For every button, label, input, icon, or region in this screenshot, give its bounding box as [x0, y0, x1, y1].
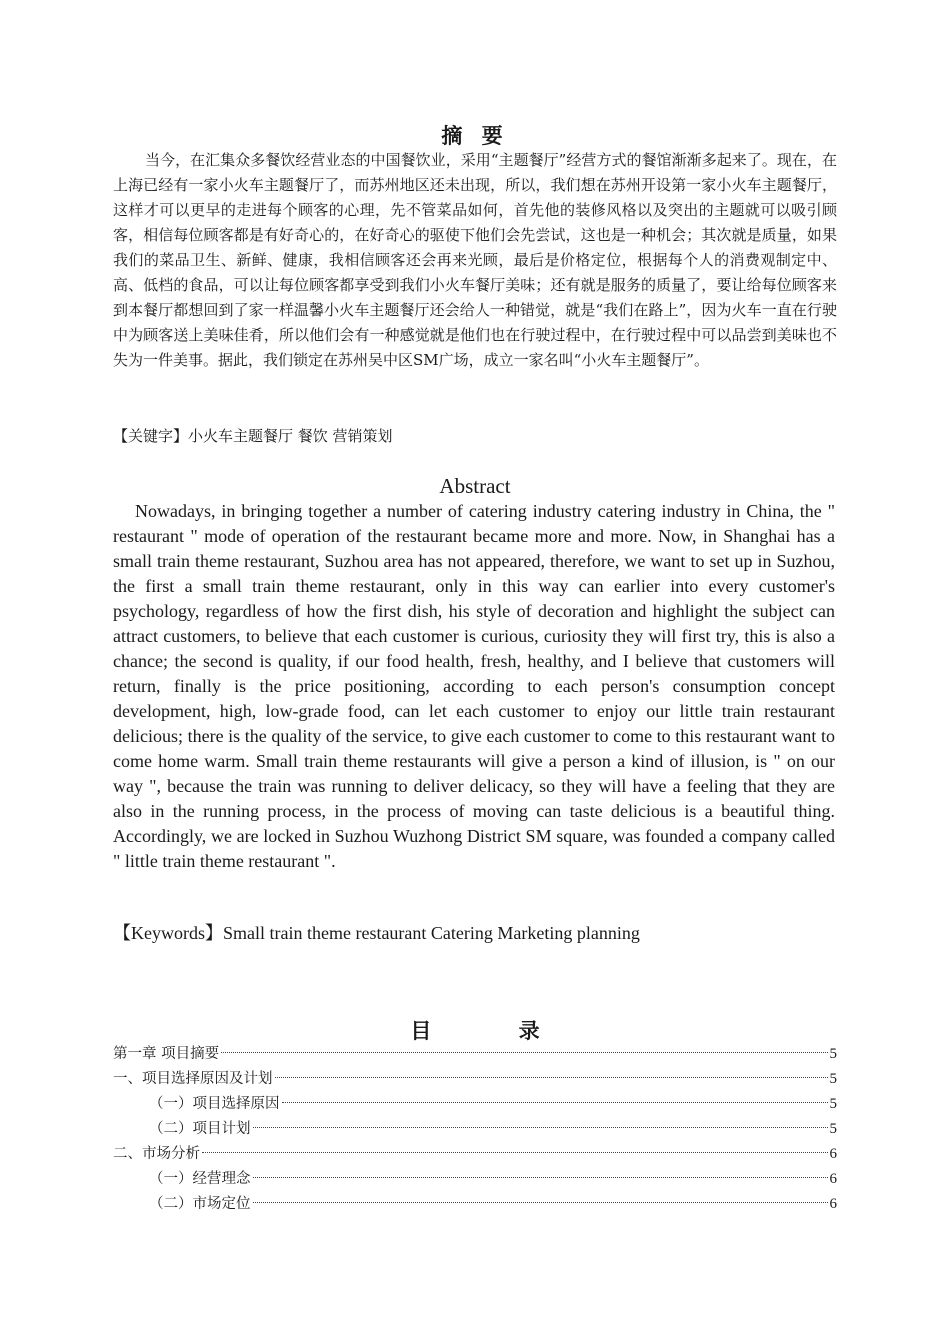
toc-entry-page: 5	[829, 1096, 837, 1112]
abstract-en-keywords: 【Keywords】Small train theme restaurant Catering Marketing planning	[113, 923, 640, 943]
toc-entry[interactable]	[113, 1167, 837, 1192]
table-of-contents	[113, 1042, 837, 1217]
toc-leader-dots	[253, 1127, 828, 1128]
toc-leader-dots	[282, 1102, 828, 1103]
toc-leader-dots	[253, 1177, 828, 1178]
abstract-en-body: Nowadays, in bringing together a number of catering industry catering industry in China, the " restaurant " mode of operation of the restaurant became more and more. Now, in Shanghai has a small train theme restaurant, Suzhou area has not appeared, therefore, we want to set up in Suzhou, the first a small train theme restaurant, only in this way can earlier into every customer's psychology, regardless of how the first dish, his style of decoration and highlight the subject can attract customers, to believe that each customer is curious, curiosity they will first try, this is also a chance; the second is quality, if our food health, fresh, healthy, and I believe that customers will return, finally is the price positioning, according to each person's consumption concept development, high, low-grade food, can let each customer to enjoy our little train restaurant delicious; there is the quality of the service, to give each customer to come to this restaurant want to come home warm. Small train theme restaurants will give a person a kind of illusion, is " on our way ", because the train was running to deliver delicacy, so they will have a feeling that they are also in the running process, in the process of moving can taste delicious is a beautiful thing. Accordingly, we are locked in Suzhou Wuzhong District SM square, was founded a company called " little train theme restaurant ".	[113, 501, 835, 871]
toc-entry-page: 5	[829, 1071, 837, 1087]
toc-entry-page: 6	[829, 1196, 837, 1212]
toc-entry[interactable]	[113, 1067, 837, 1092]
abstract-cn-body: 当今，在汇集众多餐饮经营业态的中国餐饮业，采用“主题餐厅”经营方式的餐馆渐渐多起来了。现在，在上海已经有一家小火车主题餐厅了，而苏州地区还未出现，所以，我们想在苏州开设第一家小火车主题餐厅，这样才可以更早的走进每个顾客的心理，先不管菜品如何，首先他的装修风格以及突出的主题就可以吸引顾客，相信每位顾客都是有好奇心的，在好奇心的驱使下他们会先尝试，这也是一种机会；其次就是质量，如果我们的菜品卫生、新鲜、健康，我相信顾客还会再来光顾，最后是价格定位，根据每个人的消费观制定中、高、低档的食品，可以让每位顾客都享受到我们小火车餐厅美味；还有就是服务的质量了，要让给每位顾客来到本餐厅都想回到了家一样温馨小火车主题餐厅还会给人一种错觉，就是“我们在路上”，因为火车一直在行驶中为顾客送上美味佳肴，所以他们会有一种感觉就是他们也在行驶过程中，在行驶过程中可以品尝到美味也不失为一件美事。据此，我们锁定在苏州吴中区SM广场，成立一家名叫“小火车主题餐厅”。	[113, 151, 837, 369]
toc-title: 目 录	[410, 1018, 580, 1043]
toc-entry[interactable]	[113, 1042, 837, 1067]
toc-entry-label: （二）市场定位	[149, 1196, 251, 1212]
toc-entry-label: 第一章 项目摘要	[113, 1046, 220, 1062]
toc-entry-label: （一）项目选择原因	[149, 1096, 280, 1112]
abstract-en-title: Abstract	[439, 474, 511, 498]
toc-leader-dots	[253, 1202, 828, 1203]
toc-entry[interactable]	[113, 1142, 837, 1167]
toc-entry-label: 二、市场分析	[113, 1146, 200, 1162]
toc-entry-page: 5	[829, 1046, 837, 1062]
toc-entry-label: （二）项目计划	[149, 1121, 251, 1137]
toc-entry[interactable]	[113, 1117, 837, 1142]
toc-entry[interactable]	[113, 1192, 837, 1217]
toc-leader-dots	[202, 1152, 828, 1153]
toc-entry-label: 一、项目选择原因及计划	[113, 1071, 273, 1087]
abstract-cn-keywords: 【关键字】小火车主题餐厅 餐饮 营销策划	[113, 427, 393, 445]
toc-entry[interactable]	[113, 1092, 837, 1117]
toc-leader-dots	[221, 1052, 827, 1053]
toc-entry-page: 6	[829, 1171, 837, 1187]
toc-leader-dots	[275, 1077, 828, 1078]
toc-entry-page: 6	[829, 1146, 837, 1162]
toc-entry-label: （一）经营理念	[149, 1171, 251, 1187]
abstract-cn-title: 摘 要	[441, 123, 509, 148]
toc-entry-page: 5	[829, 1121, 837, 1137]
